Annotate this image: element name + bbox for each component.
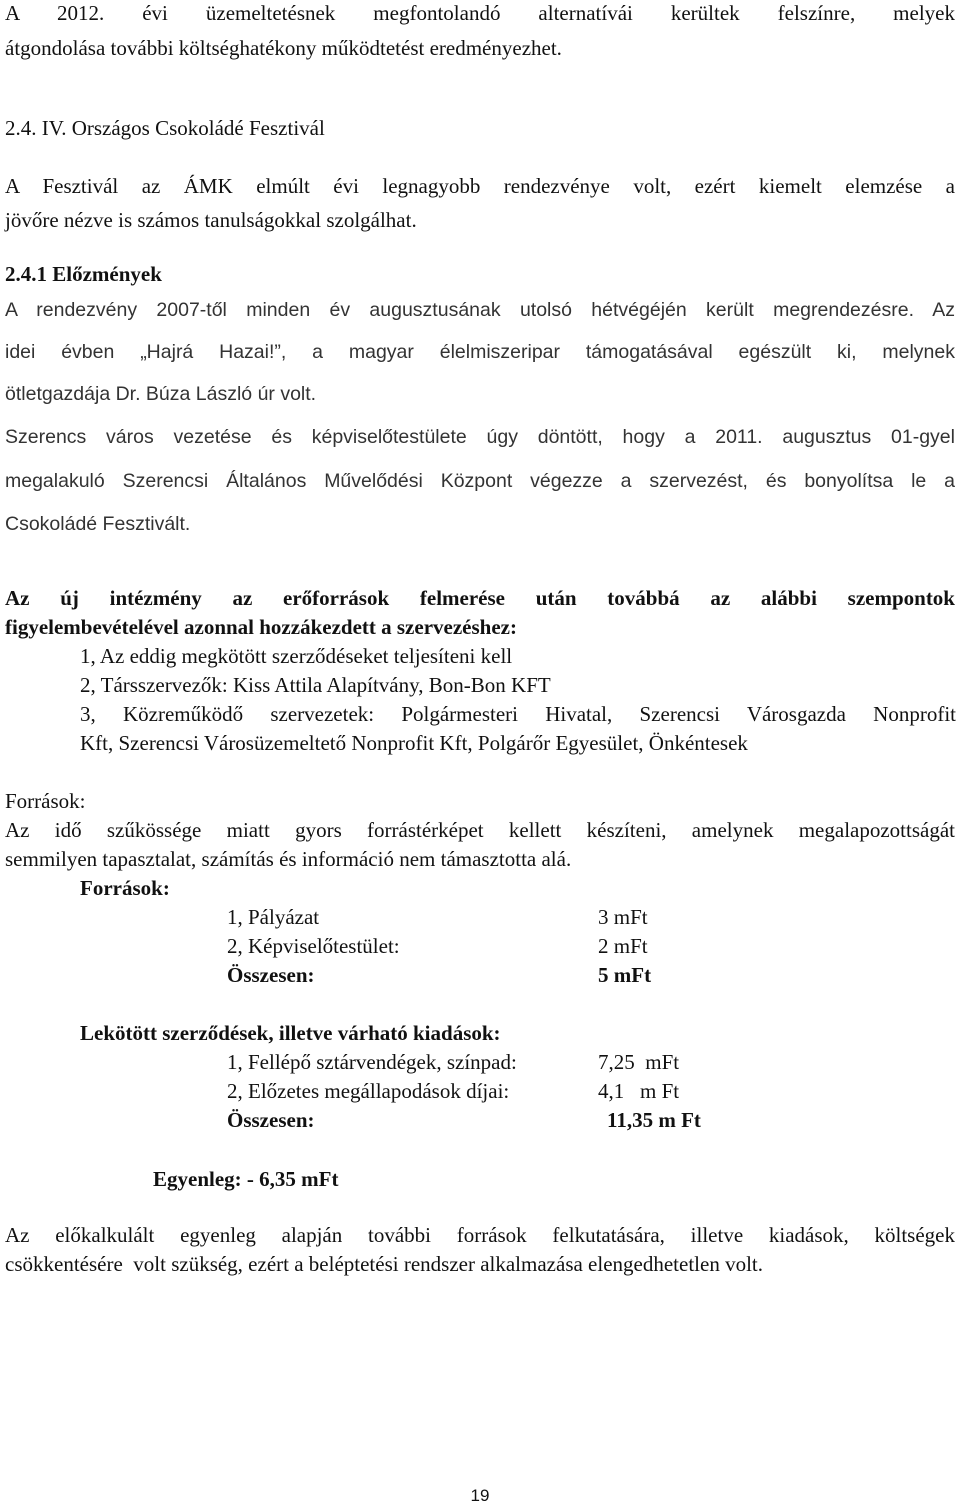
section-heading: 2.4. IV. Országos Csokoládé Fesztivál xyxy=(5,116,325,140)
subsection-line-2: idei évben „Hajrá Hazai!”, a magyar élelmiszeripar támogatásával egészült ki, melynek xyxy=(5,341,955,363)
expense-row-2-value: 4,1 m Ft xyxy=(598,1079,680,1103)
resource-row-1-value: 3 mFt xyxy=(598,905,648,929)
resources-label: Források: xyxy=(5,789,86,813)
resource-row-2-label: 2, Képviselőtestület: xyxy=(227,934,400,958)
conclusion-line-2: csökkentésére volt szükség, ezért a beléptetési rendszer alkalmazása elengedhetetlen volt. xyxy=(5,1252,763,1276)
expenses-heading: Lekötött szerződések, illetve várható kiadások: xyxy=(80,1021,501,1045)
resources-bold-label: Források: xyxy=(80,876,170,900)
page-number: 19 xyxy=(470,1486,490,1505)
expense-total-label: Összesen: xyxy=(227,1108,315,1132)
intro-line-1: A 2012. évi üzemeltetésnek megfontolandó alternatívái kerültek felszínre, melyek xyxy=(5,1,955,25)
conclusion-line-1: Az előkalkulált egyenleg alapján további források felkutatására, illetve kiadások, költségek xyxy=(5,1223,955,1247)
list-item-3-line-1: 3, Közreműködő szervezetek: Polgármesteri Hivatal, Szerencsi Városgazda Nonprofit xyxy=(80,702,956,726)
intro-line-2: átgondolása további költséghatékony működtetést eredményezhet. xyxy=(5,36,562,60)
list-item-3-line-2: Kft, Szerencsi Városüzemeltető Nonprofit Kft, Polgárőr Egyesület, Önkéntesek xyxy=(80,731,748,755)
list-item-2: 2, Társszervezők: Kiss Attila Alapítvány, Bon-Bon KFT xyxy=(80,673,551,697)
subsection-line-4: Szerencs város vezetése és képviselőtestülete úgy döntött, hogy a 2011. augusztus 01-gyel xyxy=(5,426,955,448)
resource-row-1-label: 1, Pályázat xyxy=(227,905,320,929)
expense-total-value: 11,35 m Ft xyxy=(607,1108,701,1132)
subsection-line-5: megalakuló Szerencsi Általános Művelődési Központ végezze a szervezést, és bonyolítsa le a xyxy=(5,470,955,492)
section-para-line-1: A Fesztivál az ÁMK elmúlt évi legnagyobb rendezvénye volt, ezért kiemelt elemzése a xyxy=(5,174,955,198)
subsection-line-3: ötletgazdája Dr. Búza László úr volt. xyxy=(5,383,317,405)
institution-bold-line-2: figyelembevételével azonnal hozzákezdett a szervezéshez: xyxy=(5,615,517,639)
institution-bold-line-1: Az új intézmény az erőforrások felmerése után továbbá az alábbi szempontok xyxy=(5,586,955,610)
expense-row-1-label: 1, Fellépő sztárvendégek, színpad: xyxy=(227,1050,517,1074)
resources-line-2: semmilyen tapasztalat, számítás és információ nem támasztotta alá. xyxy=(5,847,572,871)
resource-total-value: 5 mFt xyxy=(598,963,652,987)
expense-row-1-value: 7,25 mFt xyxy=(598,1050,680,1074)
expense-row-2-label: 2, Előzetes megállapodások díjai: xyxy=(227,1079,510,1103)
resource-total-label: Összesen: xyxy=(227,963,315,987)
resource-row-2-value: 2 mFt xyxy=(598,934,648,958)
subsection-line-1: A rendezvény 2007-től minden év augusztusának utolsó hétvégéjén került megrendezésre. Az xyxy=(5,299,955,321)
resources-line-1: Az idő szűkössége miatt gyors forrástérképet kellett készíteni, amelynek megalapozottságát xyxy=(5,818,955,842)
subsection-line-6: Csokoládé Fesztivált. xyxy=(5,513,191,535)
list-item-1: 1, Az eddig megkötött szerződéseket teljesíteni kell xyxy=(80,644,513,668)
subsection-heading: 2.4.1 Előzmények xyxy=(5,262,162,286)
section-para-line-2: jövőre nézve is számos tanulságokkal szolgálhat. xyxy=(5,208,417,232)
balance: Egyenleg: - 6,35 mFt xyxy=(153,1167,339,1191)
